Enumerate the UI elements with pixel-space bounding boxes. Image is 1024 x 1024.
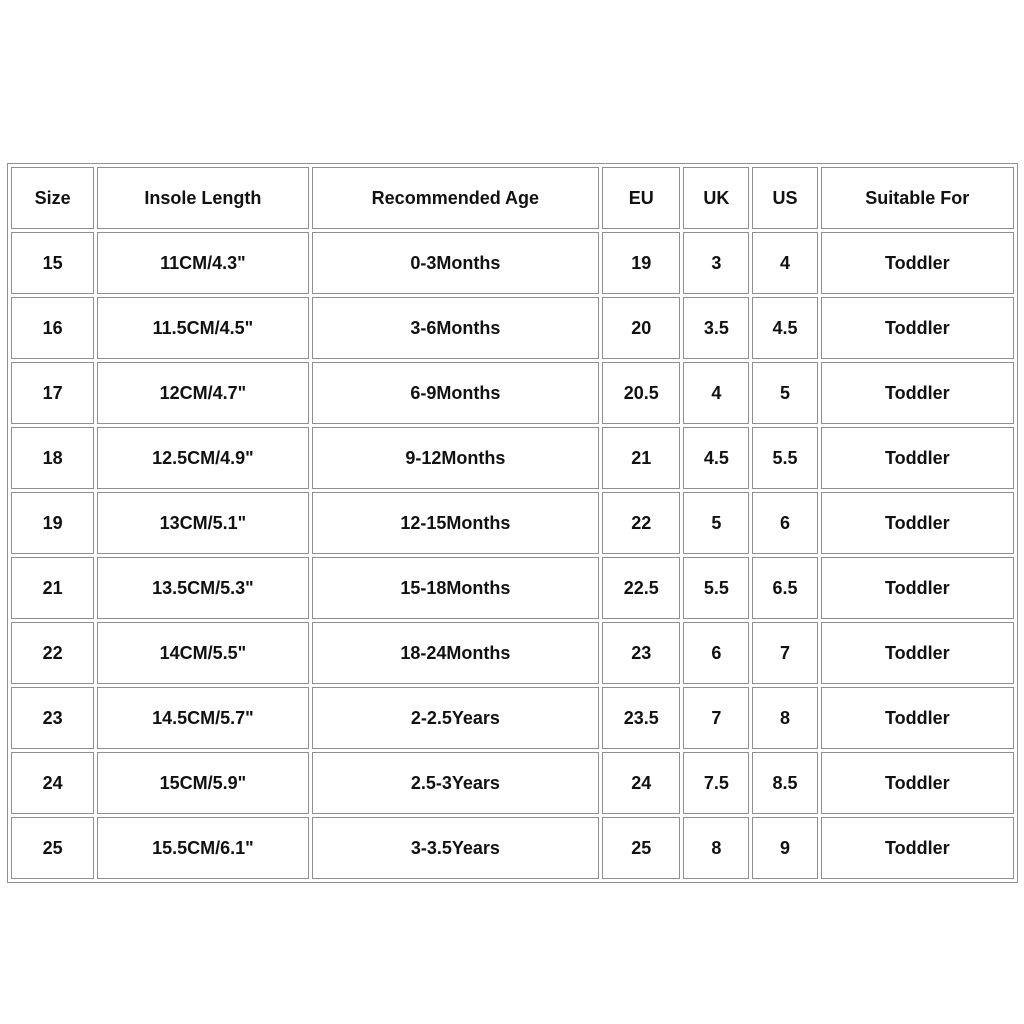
cell-insole-length: 13.5CM/5.3" bbox=[97, 557, 308, 619]
cell-size: 22 bbox=[11, 622, 94, 684]
cell-insole-length: 11CM/4.3" bbox=[97, 232, 308, 294]
cell-size: 24 bbox=[11, 752, 94, 814]
cell-recommended-age: 3-6Months bbox=[312, 297, 600, 359]
header-us: US bbox=[752, 167, 817, 229]
cell-size: 21 bbox=[11, 557, 94, 619]
cell-uk: 7.5 bbox=[683, 752, 749, 814]
cell-eu: 19 bbox=[602, 232, 680, 294]
cell-suitable-for: Toddler bbox=[821, 297, 1014, 359]
cell-uk: 5.5 bbox=[683, 557, 749, 619]
cell-eu: 22.5 bbox=[602, 557, 680, 619]
cell-uk: 5 bbox=[683, 492, 749, 554]
table-row bbox=[11, 687, 1014, 749]
cell-suitable-for: Toddler bbox=[821, 427, 1014, 489]
cell-recommended-age: 18-24Months bbox=[312, 622, 600, 684]
cell-recommended-age: 12-15Months bbox=[312, 492, 600, 554]
table-row bbox=[11, 557, 1014, 619]
cell-size: 18 bbox=[11, 427, 94, 489]
header-uk: UK bbox=[683, 167, 749, 229]
cell-size: 15 bbox=[11, 232, 94, 294]
cell-recommended-age: 9-12Months bbox=[312, 427, 600, 489]
cell-insole-length: 13CM/5.1" bbox=[97, 492, 308, 554]
cell-eu: 21 bbox=[602, 427, 680, 489]
cell-us: 7 bbox=[752, 622, 817, 684]
cell-uk: 6 bbox=[683, 622, 749, 684]
cell-suitable-for: Toddler bbox=[821, 362, 1014, 424]
table-row bbox=[11, 492, 1014, 554]
size-chart-table bbox=[7, 163, 1018, 883]
cell-recommended-age: 15-18Months bbox=[312, 557, 600, 619]
header-recommended-age: Recommended Age bbox=[312, 167, 600, 229]
cell-suitable-for: Toddler bbox=[821, 752, 1014, 814]
cell-eu: 23 bbox=[602, 622, 680, 684]
table-row bbox=[11, 622, 1014, 684]
cell-size: 17 bbox=[11, 362, 94, 424]
header-suitable-for: Suitable For bbox=[821, 167, 1014, 229]
cell-suitable-for: Toddler bbox=[821, 492, 1014, 554]
cell-suitable-for: Toddler bbox=[821, 232, 1014, 294]
cell-insole-length: 11.5CM/4.5" bbox=[97, 297, 308, 359]
cell-insole-length: 14.5CM/5.7" bbox=[97, 687, 308, 749]
cell-us: 6.5 bbox=[752, 557, 817, 619]
cell-us: 5.5 bbox=[752, 427, 817, 489]
cell-suitable-for: Toddler bbox=[821, 622, 1014, 684]
cell-uk: 3.5 bbox=[683, 297, 749, 359]
cell-us: 4.5 bbox=[752, 297, 817, 359]
table-row bbox=[11, 817, 1014, 879]
cell-us: 8.5 bbox=[752, 752, 817, 814]
cell-recommended-age: 3-3.5Years bbox=[312, 817, 600, 879]
cell-uk: 4.5 bbox=[683, 427, 749, 489]
cell-recommended-age: 0-3Months bbox=[312, 232, 600, 294]
cell-eu: 20.5 bbox=[602, 362, 680, 424]
cell-size: 23 bbox=[11, 687, 94, 749]
cell-eu: 20 bbox=[602, 297, 680, 359]
cell-us: 6 bbox=[752, 492, 817, 554]
header-eu: EU bbox=[602, 167, 680, 229]
header-row bbox=[11, 167, 1014, 229]
table-row bbox=[11, 362, 1014, 424]
header-size: Size bbox=[11, 167, 94, 229]
table-row bbox=[11, 232, 1014, 294]
cell-uk: 4 bbox=[683, 362, 749, 424]
cell-size: 19 bbox=[11, 492, 94, 554]
cell-recommended-age: 6-9Months bbox=[312, 362, 600, 424]
cell-insole-length: 15.5CM/6.1" bbox=[97, 817, 308, 879]
cell-uk: 7 bbox=[683, 687, 749, 749]
cell-uk: 8 bbox=[683, 817, 749, 879]
table-row bbox=[11, 297, 1014, 359]
header-insole-length: Insole Length bbox=[97, 167, 308, 229]
cell-suitable-for: Toddler bbox=[821, 687, 1014, 749]
cell-eu: 25 bbox=[602, 817, 680, 879]
cell-eu: 24 bbox=[602, 752, 680, 814]
cell-suitable-for: Toddler bbox=[821, 557, 1014, 619]
cell-insole-length: 12CM/4.7" bbox=[97, 362, 308, 424]
cell-us: 9 bbox=[752, 817, 817, 879]
cell-uk: 3 bbox=[683, 232, 749, 294]
cell-insole-length: 12.5CM/4.9" bbox=[97, 427, 308, 489]
cell-us: 8 bbox=[752, 687, 817, 749]
cell-size: 16 bbox=[11, 297, 94, 359]
cell-eu: 23.5 bbox=[602, 687, 680, 749]
cell-eu: 22 bbox=[602, 492, 680, 554]
cell-us: 5 bbox=[752, 362, 817, 424]
table-row bbox=[11, 427, 1014, 489]
cell-recommended-age: 2-2.5Years bbox=[312, 687, 600, 749]
cell-recommended-age: 2.5-3Years bbox=[312, 752, 600, 814]
table-body bbox=[11, 232, 1014, 879]
cell-suitable-for: Toddler bbox=[821, 817, 1014, 879]
cell-insole-length: 14CM/5.5" bbox=[97, 622, 308, 684]
cell-insole-length: 15CM/5.9" bbox=[97, 752, 308, 814]
table-row bbox=[11, 752, 1014, 814]
cell-size: 25 bbox=[11, 817, 94, 879]
cell-us: 4 bbox=[752, 232, 817, 294]
